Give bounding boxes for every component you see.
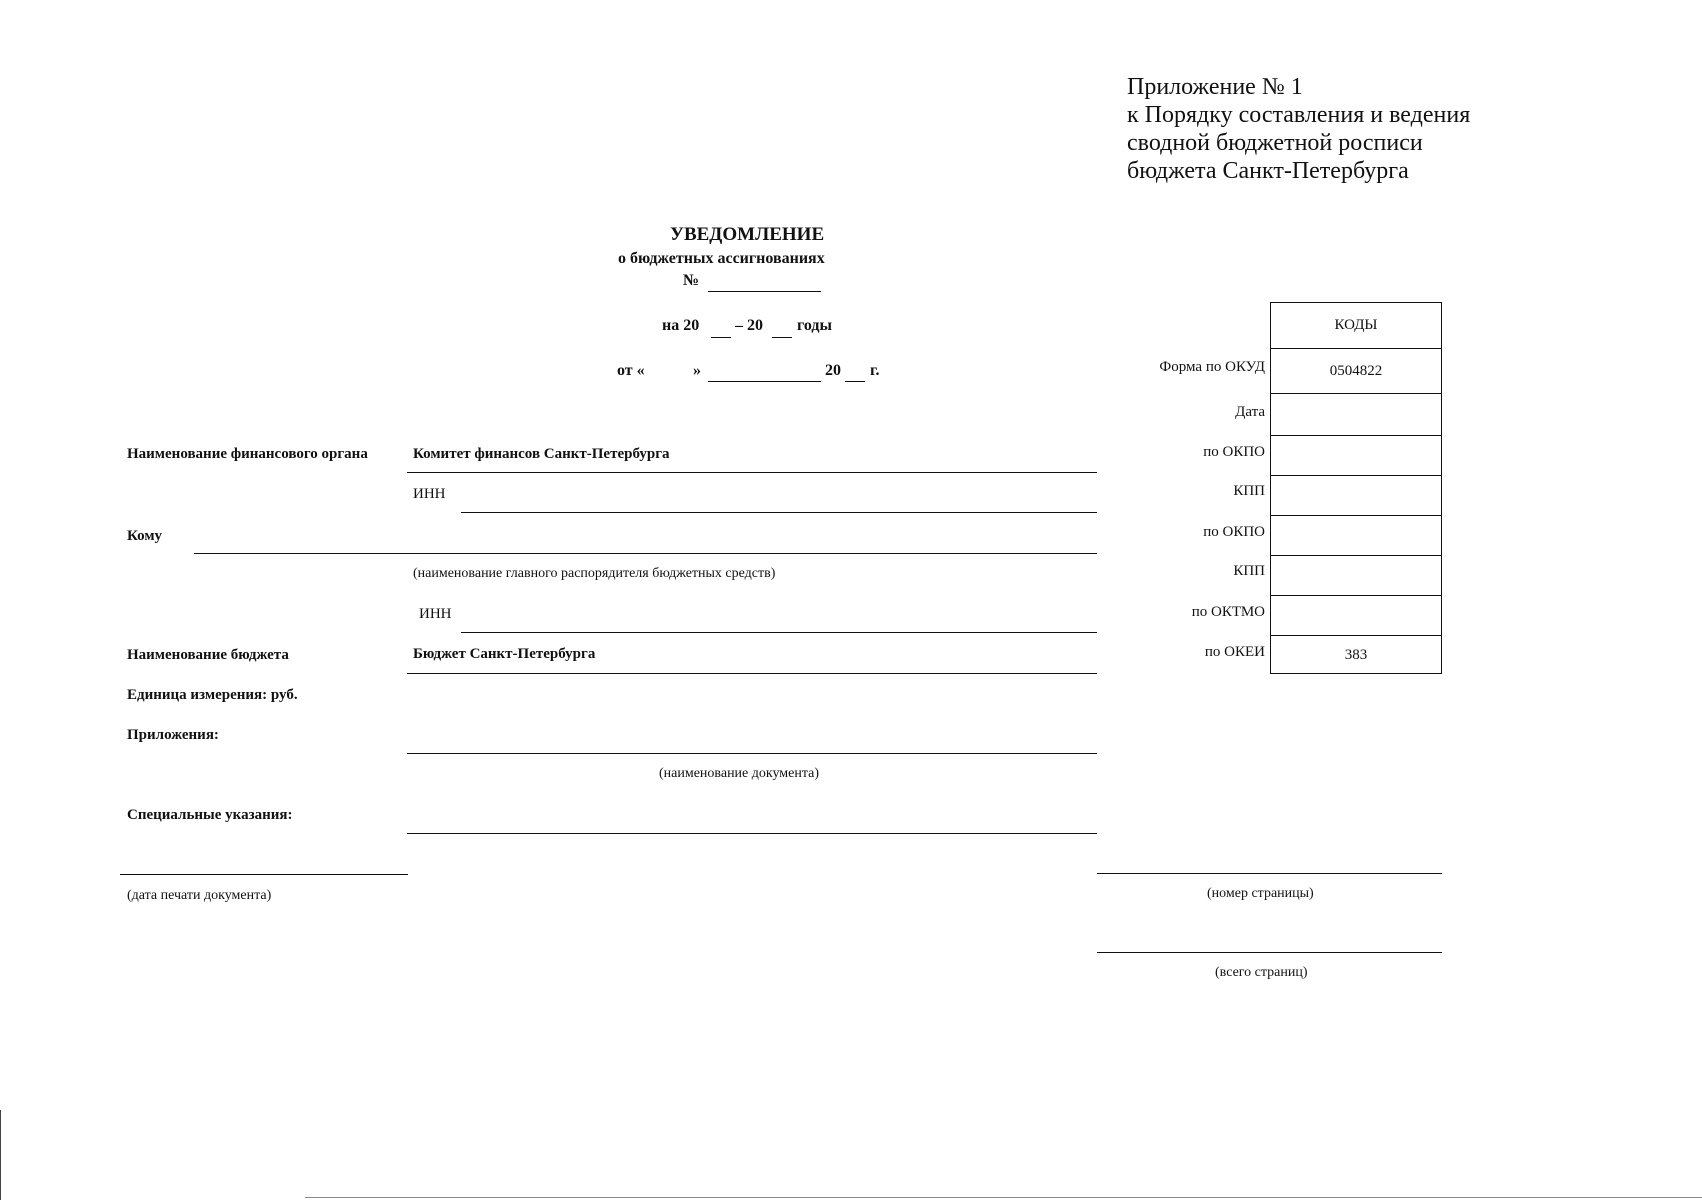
special-line xyxy=(407,833,1097,834)
date-year-line xyxy=(845,381,865,382)
appendix-line: сводной бюджетной росписи xyxy=(1127,130,1423,156)
code-label-kpp-2: КПП xyxy=(1233,563,1265,579)
appendix-note xyxy=(1127,73,1470,185)
code-value-date xyxy=(1271,394,1441,436)
page-number-line xyxy=(1097,873,1442,874)
document-title: УВЕДОМЛЕНИЕ xyxy=(670,224,825,245)
attachments-line xyxy=(407,753,1097,754)
appendix-line: Приложение № 1 xyxy=(1127,74,1303,100)
special-label: Специальные указания: xyxy=(127,807,293,823)
budget-value: Бюджет Санкт-Петербурга xyxy=(413,646,596,662)
print-date-line xyxy=(120,874,408,875)
fin-org-line xyxy=(407,472,1097,473)
number-label: № xyxy=(683,272,700,289)
code-value-okei: 383 xyxy=(1344,646,1368,663)
inn1-line xyxy=(461,512,1097,513)
number-line xyxy=(708,291,821,292)
appendix-line: к Порядку составления и ведения xyxy=(1127,102,1471,128)
recipient-line xyxy=(194,553,1097,554)
code-label-date: Дата xyxy=(1235,404,1265,420)
code-value-okud: 0504822 xyxy=(1271,349,1441,394)
date-year-label: 20 xyxy=(825,362,841,379)
print-date-caption: (дата печати документа) xyxy=(127,888,272,903)
code-label-okud: Форма по ОКУД xyxy=(1159,359,1265,375)
code-value-oktmo xyxy=(1271,596,1441,636)
years-suffix: годы xyxy=(797,317,832,334)
code-label-okpo-2: по ОКПО xyxy=(1203,524,1265,540)
total-pages-caption: (всего страниц) xyxy=(1215,965,1308,980)
budget-line xyxy=(407,673,1097,674)
date-from-label: от « xyxy=(617,362,645,379)
years-middle: – 20 xyxy=(735,317,763,334)
year-end-line xyxy=(772,337,792,338)
date-month-line xyxy=(708,381,821,382)
scan-edge-bottom xyxy=(305,1197,1702,1198)
date-suffix: г. xyxy=(870,362,880,379)
code-label-okei: по ОКЕИ xyxy=(1204,644,1265,660)
unit-label: Единица измерения: руб. xyxy=(127,687,298,703)
code-value-okpo-2 xyxy=(1271,516,1441,556)
inn2-line xyxy=(461,632,1097,633)
code-value-kpp-2 xyxy=(1271,556,1441,596)
attachments-label: Приложения: xyxy=(127,727,219,743)
code-value-okpo-1 xyxy=(1271,436,1441,476)
appendix-line: бюджета Санкт-Петербурга xyxy=(1127,158,1409,184)
date-close-quote: » xyxy=(693,362,701,379)
recipient-caption: (наименование главного распорядителя бюджетных средств) xyxy=(413,566,776,581)
fin-org-value: Комитет финансов Санкт-Петербурга xyxy=(413,446,670,462)
page-number-caption: (номер страницы) xyxy=(1207,886,1314,901)
to-label: Кому xyxy=(127,528,163,544)
budget-label: Наименование бюджета xyxy=(127,647,289,663)
year-start-line xyxy=(711,337,731,338)
codes-table xyxy=(1270,302,1442,674)
code-label-oktmo: по ОКТМО xyxy=(1191,604,1265,620)
scan-edge-left xyxy=(0,1110,1,1200)
inn1-label: ИНН xyxy=(413,486,446,502)
fin-org-label: Наименование финансового органа xyxy=(127,446,368,462)
total-pages-line xyxy=(1097,952,1442,953)
code-label-okpo-1: по ОКПО xyxy=(1203,444,1265,460)
codes-header: КОДЫ xyxy=(1271,303,1441,349)
inn2-label: ИНН xyxy=(419,606,452,622)
code-label-kpp-1: КПП xyxy=(1233,483,1265,499)
years-prefix: на 20 xyxy=(662,317,700,334)
doc-caption: (наименование документа) xyxy=(659,766,820,781)
code-value-kpp-1 xyxy=(1271,476,1441,516)
document-subtitle: о бюджетных ассигнованиях xyxy=(618,250,825,267)
